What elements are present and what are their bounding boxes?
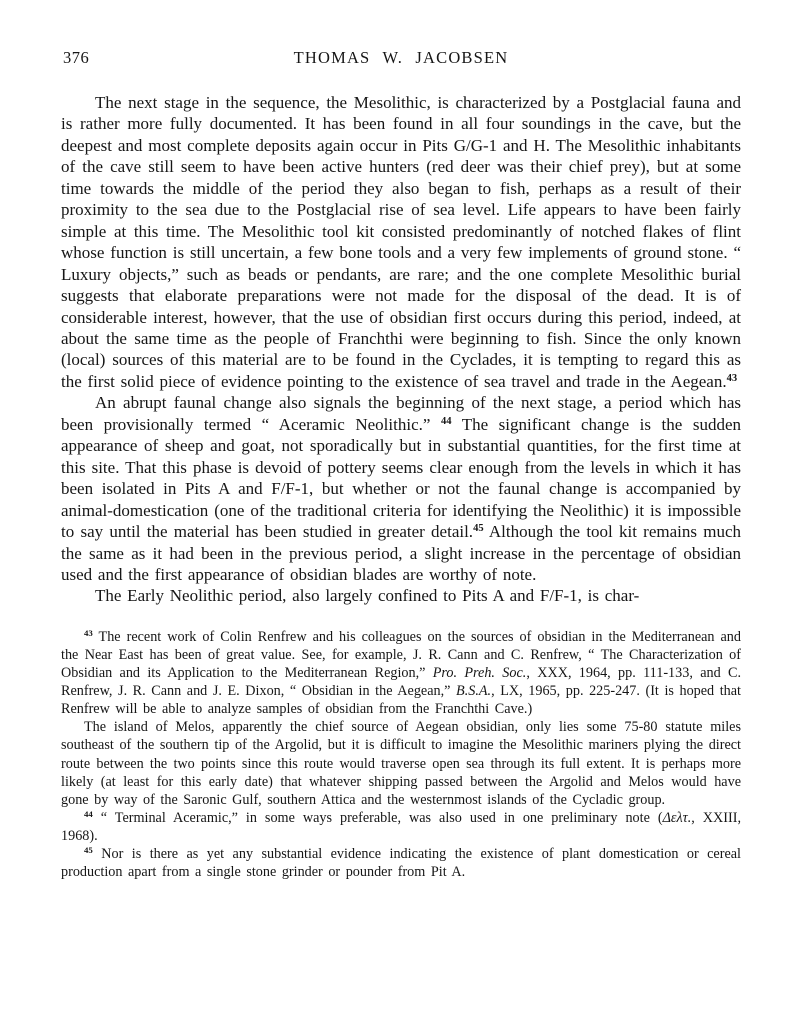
- body-paragraph-early-neolithic: The Early Neolithic period, also largely confined to Pits A and F/F-1, is char-: [95, 586, 640, 606]
- page-number: 376: [63, 48, 90, 67]
- footnote-45: $^{45}$ Nor is there as yet any substantial evidence indicating the existence of plant domestication or cereal production apart from a single stone grinder or pounder from Pit A.: [61, 845, 741, 881]
- body-paragraph-aceramic-neolithic: An abrupt faunal change also signals the beginning of the next stage, a period which has been provisionally termed “ Aceramic Neolithic.” $^{44}$ The significant change is the sudden appearance of sheep and goat, not sporadically but in substantial quantities, for the first time at this site. That this phase is devoid of pottery seems clear enough from the levels in which it has been isolated in Pits A and F/F-1, but whether or not the faunal change is accompanied by animal-domestication (one of the traditional criteria for identifying the Neolithic) it is impossible to say until the material has been studied in greater detail.$^{45}$ Although the tool kit remains much the same as it had been in the previous period, a slight increase in the percentage of obsidian used and the first appearance of obsidian blades are worthy of note.: [61, 393, 741, 584]
- footnotes-section: [61, 628, 741, 881]
- footnote-43-continued: The island of Melos, apparently the chief source of Aegean obsidian, only lies some 75-80 statute miles southeast of the southern tip of the Argolid, but it is difficult to imagine the Mesolithic mariners plying the direct route between the two points since this route would traverse open sea through its full extent. It is perhaps more likely (at least for this early date) that whatever shipping passed between the Argolid and Melos would have gone by way of the Saronic Gulf, southern Attica and the westernmost islands of the Cycladic group.: [61, 719, 741, 808]
- body-text: [61, 92, 741, 607]
- page-header: [61, 47, 741, 69]
- footnote-44: $^{44}$ “ Terminal Aceramic,” in some ways preferable, was also used in one preliminary note (Δελτ., XXIII, 1968).: [61, 808, 741, 844]
- body-paragraph-mesolithic: The next stage in the sequence, the Mesolithic, is characterized by a Postglacial fauna and is rather more fully documented. It has been found in all four soundings in the cave, but the deepest and most complete deposits again occur in Pits G/G-1 and H. The Mesolithic inhabitants of the cave still seem to have been active hunters (red deer was their chief prey), but at some time towards the middle of the period they also began to fish, perhaps as a result of their proximity to the sea due to the Postglacial rise of sea level. Life appears to have been fairly simple at this time. The Mesolithic tool kit consisted predominantly of notched flakes of flint whose function is still uncertain, a few bone tools and a very few implements of ground stone. “ Luxury objects,” such as beads or pendants, are rare; and the one complete Mesolithic burial suggests that elaborate preparations were not made for the disposal of the dead. It is of considerable interest, however, that the use of obsidian first occurs during this period, indeed, at about the same time as the people of Franchthi were beginning to fish. Since the only known (local) sources of this material are to be found in the Cyclades, it is tempting to regard this as the first solid piece of evidence pointing to the existence of sea travel and trade in the Aegean.$^{43}$: [61, 93, 741, 391]
- footnote-43: $^{43}$ The recent work of Colin Renfrew and his colleagues on the sources of obsidian in the Mediterranean and the Near East has been of great value. See, for example, J. R. Cann and C. Renfrew, “ The Characterization of Obsidian and its Application to the Mediterranean Region,” Pro. Preh. Soc., XXX, 1964, pp. 111-133, and C. Renfrew, J. R. Cann and J. E. Dixon, “ Obsidian in the Aegean,” B.S.A., LX, 1965, pp. 225-247. (It is hoped that Renfrew will be able to analyze samples of obsidian from the Franchthi Cave.): [61, 628, 742, 718]
- running-head: THOMAS W. JACOBSEN: [293, 48, 509, 67]
